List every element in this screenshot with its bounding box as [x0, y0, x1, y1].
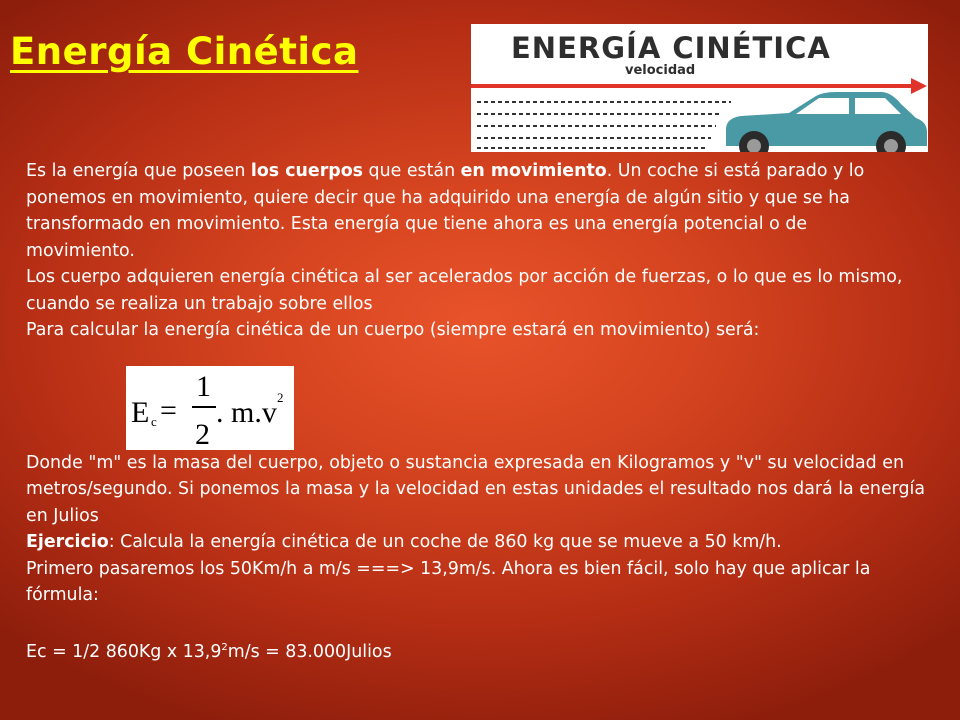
- kinetic-energy-formula: [126, 366, 294, 450]
- formula-subscript: c: [151, 414, 157, 429]
- exercise-paragraph: Ejercicio: Calcula la energía cinética de un coche de 860 kg que se mueve a 50 km/h.: [26, 532, 782, 552]
- conversion-paragraph: Primero pasaremos los 50Km/h a m/s ===> 13,9m/s. Ahora es bien fácil, solo hay que aplicar la fórmula:: [26, 558, 871, 605]
- bold-phrase: los cuerpos: [250, 161, 364, 181]
- formula-equals: =: [160, 394, 177, 427]
- intro-paragraph: Es la energía que poseen los cuerpos que están en movimiento. Un coche si está parado y lo ponemos en movimiento, quiere decir que ha adquirido una energía de algún sitio y que se ha transformado en movimiento. Esta energía que tiene ahora es una energía potencial o de: [26, 161, 865, 234]
- page-title: Energía Cinética: [10, 30, 359, 73]
- formula-intro-paragraph: Para calcular la energía cinética de un cuerpo (siempre estará en movimiento) será:: [26, 320, 760, 340]
- formula-rest: . m.v: [216, 396, 277, 429]
- speed-arrow-head: [911, 78, 927, 94]
- kinetic-energy-banner-image: [471, 24, 928, 152]
- intro-paragraph-end: movimiento.: [26, 240, 135, 261]
- forces-paragraph: Los cuerpo adquieren energía cinética al ser acelerados por acción de fuerzas, o lo que es lo mismo, cuando se realiza un trabajo sobre ellos: [26, 267, 903, 314]
- formula-exponent: 2: [277, 390, 284, 405]
- car-icon: [726, 92, 927, 152]
- banner-title: ENERGÍA CINÉTICA: [511, 31, 831, 65]
- banner-subtitle: velocidad: [625, 63, 696, 78]
- units-paragraph: Donde "m" es la masa del cuerpo, objeto o sustancia expresada en Kilogramos y "v" su velocidad en metros/segundo. Si ponemos la masa y la velocidad en estas unidades el resultado nos dará la energía en Julios: [26, 452, 926, 526]
- formula-denominator: 2: [195, 418, 210, 450]
- result-line: Ec = 1/2 860Kg x $13,9^2m/s$ = 83.000Julios: [26, 641, 392, 662]
- bold-phrase: en movimiento: [460, 161, 607, 181]
- exercise-label: Ejercicio: [26, 532, 109, 552]
- car-speed-illustration: [471, 24, 928, 152]
- formula-e: E: [131, 396, 150, 429]
- formula-numerator: 1: [196, 370, 211, 403]
